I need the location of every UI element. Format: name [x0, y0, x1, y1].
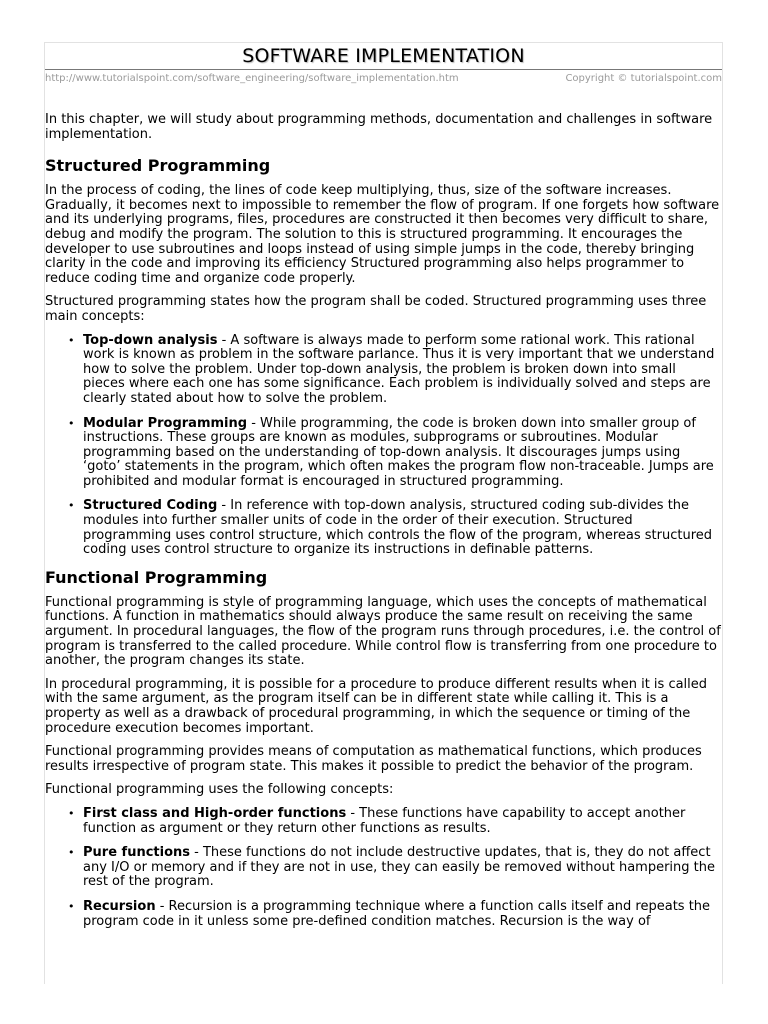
title-divider	[45, 69, 722, 70]
structured-paragraph-2: Structured programming states how the program shall be coded. Structured programming uses three main concepts:	[45, 294, 707, 324]
bullet-icon: •	[68, 806, 75, 820]
list-item	[68, 898, 721, 929]
bullet-icon: •	[68, 499, 75, 513]
list-item	[68, 415, 721, 490]
document-page	[44, 42, 723, 984]
article-body	[45, 113, 722, 929]
list-item-text: - These functions have capability to accept another function as argument or they return other functions as results.	[83, 805, 686, 836]
structured-concepts-list	[45, 334, 721, 558]
page-title: SOFTWARE IMPLEMENTATION	[242, 45, 525, 67]
list-item	[68, 805, 721, 836]
page-meta	[45, 73, 722, 85]
list-item	[68, 498, 721, 558]
list-item-text: - These functions do not include destructive updates, that is, they do not affect any I/O or memory and if they are not in use, they can easily be removed without hampering the rest of the program.	[83, 845, 715, 890]
copyright-text: Copyright © tutorialspoint.com	[565, 73, 722, 84]
list-item-term: Modular Programming	[83, 415, 248, 431]
list-item-text: - In reference with top-down analysis, structured coding sub-divides the modules into further smaller units of code in the order of their execution. Structured programming uses control structure, which controls the flow of the program, whereas structured coding uses control structure to organize its instructions in definable patterns.	[83, 498, 713, 558]
bullet-icon: •	[68, 899, 75, 913]
bullet-icon: •	[68, 416, 75, 430]
bullet-icon: •	[68, 846, 75, 860]
list-item	[68, 332, 721, 407]
section-heading-structured: Structured Programming	[45, 156, 271, 176]
list-item-term: Top-down analysis	[83, 332, 218, 348]
structured-paragraph-1: In the process of coding, the lines of code keep multiplying, thus, size of the software increases. Gradually, it becomes next to impossible to remember the flow of program. If one forgets how software and its underlying programs, files, procedures are constructed it then becomes very difficult to share, debug and modify the program. The solution to this is structured programming. It encourages the developer to use subroutines and loops instead of using simple jumps in the code, thereby bringing clarity in the code and improving its efficiency Structured programming also helps programmer to reduce coding time and organize code properly.	[45, 183, 720, 286]
functional-paragraph-1: Functional programming is style of programming language, which uses the concepts of mathematical functions. A function in mathematics should always produce the same result on receiving the same argument. In procedural languages, the flow of the program runs through procedures, i.e. the control of program is transferred to the called procedure. While control flow is transferring from one procedure to another, the program changes its state.	[45, 594, 721, 669]
list-item-text: - Recursion is a programming technique where a function calls itself and repeats the program code in it unless some pre-defined condition matches. Recursion is the way of	[83, 898, 711, 929]
list-item-term: Structured Coding	[83, 498, 218, 514]
list-item-term: First class and High-order functions	[83, 805, 347, 821]
functional-paragraph-3: Functional programming provides means of computation as mathematical functions, which produces results irrespective of program state. This makes it possible to predict the behavior of the program.	[45, 744, 702, 774]
section-heading-functional: Functional Programming	[45, 567, 268, 587]
functional-paragraph-4: Functional programming uses the following concepts:	[45, 782, 394, 798]
functional-paragraph-2: In procedural programming, it is possible for a procedure to produce different results when it is called with the same argument, as the program itself can be in different state while calling it. This is a property as well as a drawback of procedural programming, in which the sequence or timing of the procedure execution becomes important.	[45, 676, 708, 736]
list-item	[68, 845, 721, 890]
list-item-text: - While programming, the code is broken down into smaller group of instructions. These groups are known as modules, subprograms or subroutines. Modular programming based on the understanding of top-down analysis. It discourages jumps using ‘goto’ statements in the program, which often makes the program flow non-traceable. Jumps are prohibited and modular format is encouraged in structured programming.	[83, 415, 714, 489]
list-item-text: - A software is always made to perform some rational work. This rational work is known as problem in the software parlance. Thus it is very important that we understand how to solve the problem. Under top-down analysis, the problem is broken down into small pieces where each one has some significance. Each problem is individually solved and steps are clearly stated about how to solve the problem.	[83, 332, 715, 406]
list-item-term: Pure functions	[83, 845, 191, 861]
source-url[interactable]: http://www.tutorialspoint.com/software_engineering/software_implementation.htm	[45, 73, 459, 84]
bullet-icon: •	[68, 333, 75, 347]
intro-paragraph: In this chapter, we will study about programming methods, documentation and challenges in software implementation.	[45, 112, 713, 142]
functional-concepts-list	[45, 807, 721, 929]
list-item-term: Recursion	[83, 898, 156, 914]
